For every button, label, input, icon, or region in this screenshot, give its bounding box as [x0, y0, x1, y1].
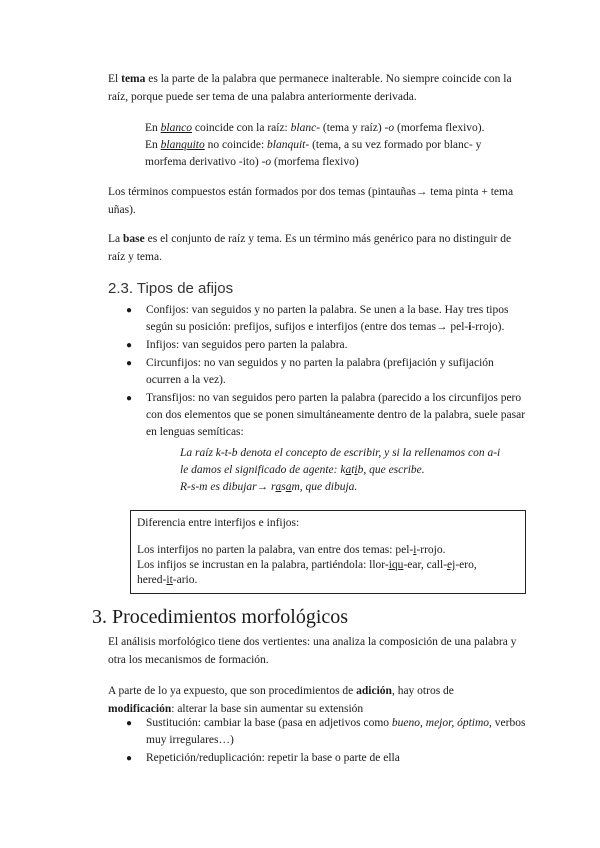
list-item: ● Circunfijos: no van seguidos y no parten la palabra (prefijación y sufijación ocurren a la vez).	[126, 357, 494, 386]
paragraph-modificacion: A parte de lo ya expuesto, que son procedimientos de adición, hay otros de modificación: alterar la base sin aumentar su extensión	[108, 685, 454, 715]
example-line: En blanquito no coincide: blanquit- (tema, a su vez formado por blanc- y	[145, 139, 482, 151]
quote-line: le damos el significado de agente: katib, que escribe.	[180, 464, 425, 476]
example-quote	[180, 445, 525, 496]
note-line: Los infijos se incrustan en la palabra, partiéndola: llor-iqu-ear, call-ej-ero,	[137, 559, 477, 571]
list-item: ● Confijos: van seguidos y no parten la palabra. Se unen a la base. Hay tres tipos según su posición: prefijos, sufijos e interfijos (entre dos temas→ pel-i-rrojo).	[126, 304, 509, 333]
note-line: Los interfijos no parten la palabra, van entre dos temas: pel-i-rrojo.	[137, 544, 446, 556]
term-modificacion: modificación	[108, 703, 172, 715]
example-line: En blanco coincide con la raíz: blanc- (tema y raíz) -o (morfema flexivo).	[145, 122, 485, 134]
bullet-icon: ●	[126, 393, 133, 404]
bullet-icon: ●	[126, 340, 133, 351]
example-word: blanquito	[160, 139, 205, 151]
bullet-icon: ●	[126, 718, 133, 729]
bullet-icon: ●	[126, 358, 133, 369]
examples-block	[145, 120, 525, 171]
list-item: ● Transfijos: no van seguidos pero parten la palabra (parecido a los circunfijos pero con dos elementos que se ponen simultáneamente dentro de la palabra, suele pasar en lenguas semíticas:	[126, 392, 526, 438]
affix-list	[126, 302, 526, 442]
term-adicion: adición	[356, 685, 392, 697]
section-heading-3: 3. Procedimientos morfológicos	[92, 606, 349, 628]
bullet-icon: ●	[126, 305, 133, 316]
term-tema: tema	[121, 73, 146, 85]
list-item: ● Sustitución: cambiar la base (pasa en adjetivos como bueno, mejor, óptimo, verbos muy irregulares…)	[126, 717, 526, 746]
text: El	[108, 73, 122, 85]
note-box-title: Diferencia entre interfijos e infijos:	[137, 517, 300, 529]
section-heading-2-3: 2.3. Tipos de afijos	[108, 280, 234, 297]
example-word: blanco	[160, 122, 192, 134]
modification-list	[126, 715, 526, 768]
paragraph-compuestos: Los términos compuestos están formados por dos temas (pintauñas→ tema pinta + tema uñas).	[108, 186, 514, 216]
term-base: base	[123, 233, 145, 245]
text: es la parte de la palabra que permanece inalterable. No siempre coincide con la raíz, porque puede ser tema de una palabra anteriormente derivada.	[108, 73, 512, 103]
bullet-icon: ●	[126, 753, 133, 764]
paragraph-tema	[108, 70, 523, 106]
quote-line: La raíz k-t-b denota el concepto de escribir, y si la rellenamos con a-i	[180, 447, 501, 459]
list-item: ● Infijos: van seguidos pero parten la palabra.	[126, 337, 526, 354]
note-line: hered-it-ario.	[137, 574, 198, 586]
quote-line: R-s-m es dibujar→ rasam, que dibuja.	[180, 481, 358, 493]
paragraph-analisis: El análisis morfológico tiene dos vertientes: una analiza la composición de una palabra y otra los mecanismos de formación.	[108, 636, 517, 666]
list-item: ● Repetición/reduplicación: repetir la base o parte de ella	[126, 750, 526, 767]
paragraph-base: La base es el conjunto de raíz y tema. Es un término más genérico para no distinguir de raíz y tema.	[108, 233, 512, 263]
note-box	[130, 510, 526, 594]
example-line: morfema derivativo -ito) -o (morfema flexivo)	[145, 156, 359, 168]
